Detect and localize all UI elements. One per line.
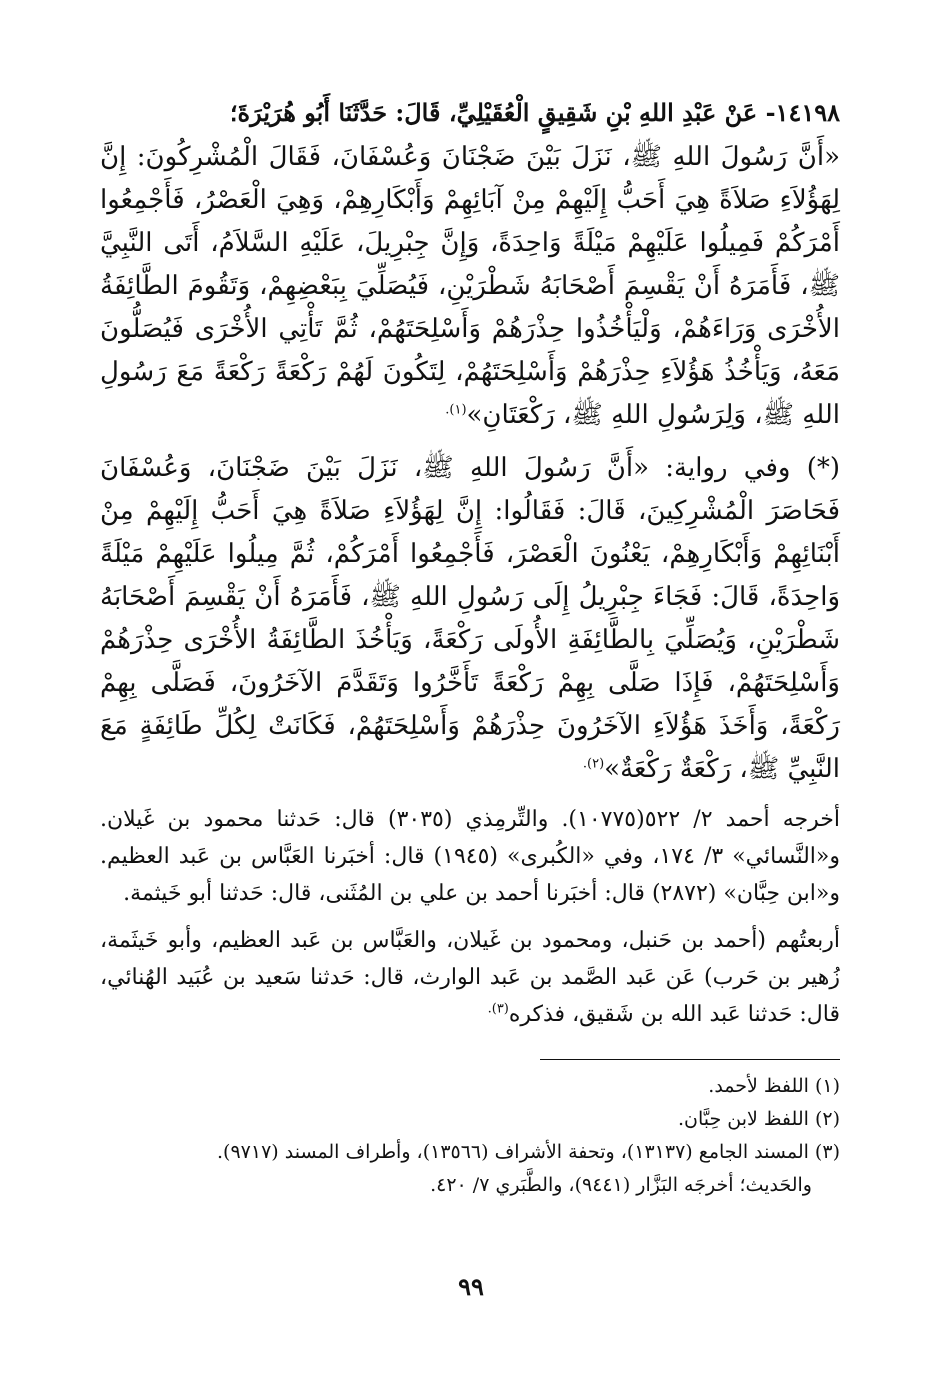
footnote-ref-3: (٣). (487, 1001, 509, 1017)
page-number: ٩٩ (458, 1272, 484, 1301)
hadith-text (100, 136, 840, 437)
riwaya-text-body: (*) وفي رواية: «أَنَّ رَسُولَ اللهِ ﷺ، نَزَلَ بَيْنَ ضَجْنَانَ، وَعُسْفَانَ فَحَاصَرَ الْمُشْرِكِينَ، قَالَ: فَقَالُوا: إِنَّ لِهَؤُلاَءِ صَلاَةً هِيَ أَحَبُّ إِلَيْهِمْ مِنْ أَبْنَائِهِمْ وَأَبْكَارِهِمْ، يَعْنُونَ الْعَصْرَ، فَأَجْمِعُوا أَمْرَكُمْ، ثُمَّ مِيلُوا عَلَيْهِمْ مَيْلَةً وَاحِدَةً، قَالَ: فَجَاءَ جِبْرِيلُ إِلَى رَسُولِ اللهِ ﷺ، فَأَمَرَهُ أَنْ يَقْسِمَ أَصْحَابَهُ شَطْرَيْنِ، وَيُصَلِّيَ بِالطَّائِفَةِ الأُولَى رَكْعَةً، وَيَأْخُذَ الطَّائِفَةُ الأُخْرَى حِذْرَهُمْ وَأَسْلِحَتَهُمْ، فَإِذَا صَلَّى بِهِمْ رَكْعَةً تَأَخَّرُوا وَتَقَدَّمَ الآخَرُونَ، فَصَلَّى بِهِمْ رَكْعَةً، وَأَخَذَ هَؤُلاَءِ الآخَرُونَ حِذْرَهُمْ وَأَسْلِحَتَهُمْ، فَكَانَتْ لِكُلِّ طَائِفَةٍ مَعَ النَّبِيِّ ﷺ، رَكْعَةٌ رَكْعَةٌ» (100, 453, 840, 784)
footnote-3-continuation: والحَديث؛ أخرجَه البَزَّار (٩٤٤١)، والطَّبَري ٧/ ٤٢٠. (430, 1174, 812, 1196)
hadith-text-body: «أَنَّ رَسُولَ اللهِ ﷺ، نَزَلَ بَيْنَ ضَجْنَانَ وَعُسْفَانَ، فَقَالَ الْمُشْرِكُونَ: إِنَّ لِهَؤُلاَءِ صَلاَةً هِيَ أَحَبُّ إِلَيْهِمْ مِنْ آبَائِهِمْ وَأَبْكَارِهِمْ، وَهِيَ الْعَصْرُ، فَأَجْمِعُوا أَمْرَكُمْ فَمِيلُوا عَلَيْهِمْ مَيْلَةً وَاحِدَةً، وَإِنَّ جِبْرِيلَ، عَلَيْهِ السَّلاَمُ، أَتَى النَّبِيَّ ﷺ، فَأَمَرَهُ أَنْ يَقْسِمَ أَصْحَابَهُ شَطْرَيْنِ، فَيُصَلِّيَ بِبَعْضِهِمْ، وَتَقُومَ الطَّائِفَةُ الأُخْرَى وَرَاءَهُمْ، وَلْيَأْخُذُوا حِذْرَهُمْ وَأَسْلِحَتَهُمْ، ثُمَّ تَأْتِي الأُخْرَى فَيُصَلُّونَ مَعَهُ، وَيَأْخُذُ هَؤُلاَءِ حِذْرَهُمْ وَأَسْلِحَتَهُمْ، لِتَكُونَ لَهُمْ رَكْعَةً رَكْعَةً مَعَ رَسُولِ اللهِ ﷺ، وَلِرَسُولِ اللهِ ﷺ، رَكْعَتَانِ» (100, 142, 841, 430)
page-body (100, 96, 840, 1202)
footnote-divider (540, 1059, 840, 1060)
footnote-ref-1: (١). (445, 402, 467, 418)
isnad-text-body: أربعتُهم (أحمد بن حَنبل، ومحمود بن غَيلان، والعَبَّاس بن عَبد العظيم، وأبو خَيثَمة، زُهير بن حَرب) عَن عَبد الصَّمد بن عَبد الوارث، قال: حَدثنا سَعيد بن عُبَيد الهُنائي، قال: حَدثنا عَبد الله بن شَقيق، فذكره (100, 928, 840, 1027)
footnotes (100, 1070, 840, 1202)
hadith-heading: ١٤١٩٨- عَنْ عَبْدِ اللهِ بْنِ شَقِيقٍ الْعُقَيْلِيِّ، قَالَ: حَدَّثَنَا أَبُو هُرَيْرَةَ؛ (229, 98, 840, 127)
footnote-1: (١) اللفظ لأحمد. (708, 1075, 840, 1097)
footnote-2: (٢) اللفظ لابن حِبَّان. (677, 1108, 840, 1130)
isnad-paragraph (100, 922, 840, 1033)
footnote-3: (٣) المسند الجامع (١٣١٣٧)، وتحفة الأشراف (١٣٥٦٦)، وأطراف المسند (٩٧١٧). (217, 1141, 840, 1163)
riwaya-text (100, 447, 840, 791)
takhrij-paragraph: أخرجه أحمد ٢/ ٥٢٢(١٠٧٧٥). والتِّرمِذي (٣٠٣٥) قال: حَدثنا محمود بن غَيلان. و«النَّسائي» ٣/ ١٧٤، وفي «الكُبرى» (١٩٤٥) قال: أخبَرنا العَبَّاس بن عَبد العظيم. و«ابن حِبَّان» (٢٨٧٢) قال: أخبَرنا أحمد بن علي بن المُثَنى، قال: حَدثنا أبو خَيثمة. (100, 807, 841, 906)
footnote-ref-2: (٢). (582, 756, 605, 772)
